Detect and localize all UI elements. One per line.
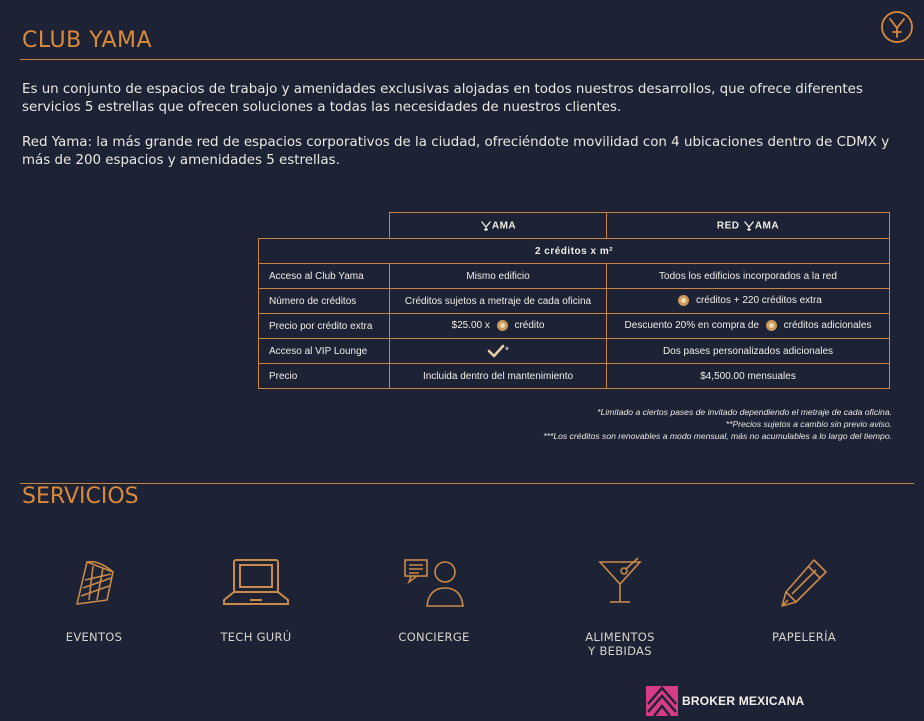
broker-logo-icon — [646, 686, 678, 716]
service-label: TECH GURÚ — [220, 630, 292, 644]
broker-mexicana-logo — [646, 685, 804, 717]
row-value-red: Dos pases personalizados adicionales — [607, 339, 890, 364]
intro-paragraph-2: Red Yama: la más grande red de espacios corporativos de la ciudad, ofreciéndote movilidad con 4 ubicaciones dentro de CDMX y más de 200 espacios y amenidades 5 estrellas. — [22, 135, 890, 168]
footnote: ***Los créditos son renovables a modo mensual, más no acumulables a lo largo del tiempo. — [543, 431, 892, 441]
service-label-line1: ALIMENTOS — [585, 630, 655, 644]
service-label: PAPELERÍA — [772, 630, 836, 644]
column-header-red-prefix: RED — [716, 220, 740, 232]
footnote: *Limitado a ciertos pases de invitado dependiendo el metraje de cada oficina. — [597, 407, 892, 417]
service-label: CONCIERGE — [398, 630, 470, 644]
table-row — [259, 264, 890, 289]
footnotes — [543, 406, 892, 442]
comparison-table — [258, 212, 890, 389]
header-divider — [20, 59, 924, 60]
service-label: EVENTOS — [65, 630, 123, 644]
table-row — [259, 314, 890, 339]
services-title: SERVICIOS — [22, 484, 139, 509]
sandwich-icon — [69, 556, 119, 608]
row-value-yama — [390, 314, 607, 339]
service-label — [550, 630, 690, 658]
row-value-yama: Créditos sujetos a metraje de cada oficina — [390, 289, 607, 314]
table-row — [259, 364, 890, 389]
cocktail-icon — [594, 556, 646, 608]
credit-coin-icon — [678, 295, 689, 306]
row-value-yama — [390, 339, 607, 364]
row-value-yama: Mismo edificio — [390, 264, 607, 289]
table-subheader: 2 créditos x m² — [259, 239, 890, 264]
table-row — [259, 339, 890, 364]
footnote: **Precios sujetos a cambio sin previo aviso. — [725, 419, 892, 429]
row-value-red: $4,500.00 mensuales — [607, 364, 890, 389]
intro-paragraph-1: Es un conjunto de espacios de trabajo y amenidades exclusivas alojadas en todos nuestros desarrollos, que ofrece diferentes servicios 5 estrellas que ofrecen soluciones a todas las necesidades de nuestros clientes. — [22, 82, 863, 115]
services-divider — [20, 483, 914, 484]
row-value-red-text: créditos + 220 créditos extra — [695, 295, 822, 307]
table-row — [259, 289, 890, 314]
row-value-yama-prefix: $25.00 x — [451, 320, 490, 332]
broker-name: BROKER MEXICANA — [682, 694, 805, 708]
check-icon — [487, 344, 505, 358]
row-label: Acceso al Club Yama — [259, 264, 390, 289]
row-value-yama-suffix: crédito — [514, 320, 545, 332]
column-header-red-yama — [607, 213, 890, 239]
service-tech-guru — [186, 556, 326, 644]
row-value-red — [607, 289, 890, 314]
row-value-red — [607, 314, 890, 339]
concierge-person-icon — [401, 556, 467, 608]
row-label: Precio — [259, 364, 390, 389]
column-header-yama-text: AMA — [491, 220, 517, 232]
service-papeleria — [734, 556, 874, 644]
laptop-icon — [220, 556, 292, 608]
service-alimentos-bebidas — [550, 556, 690, 658]
row-label: Acceso al VIP Lounge — [259, 339, 390, 364]
credit-coin-icon — [766, 320, 777, 331]
row-value-yama-mark: * — [505, 345, 509, 357]
row-value-yama: Incluida dentro del mantenimiento — [390, 364, 607, 389]
yama-y-icon — [480, 220, 492, 232]
yama-y-icon — [743, 220, 755, 232]
row-label: Número de créditos — [259, 289, 390, 314]
table-corner — [259, 213, 390, 239]
service-label-line2: Y BEBIDAS — [588, 644, 652, 658]
row-value-red-prefix: Descuento 20% en compra de — [624, 320, 760, 332]
row-value-red-suffix: créditos adicionales — [783, 320, 872, 332]
yama-logo-icon — [880, 10, 914, 44]
service-concierge — [364, 556, 504, 644]
credit-coin-icon — [497, 320, 508, 331]
column-header-yama — [390, 213, 607, 239]
pencil-icon — [778, 556, 830, 608]
service-eventos — [24, 556, 164, 644]
page-title: CLUB YAMA — [22, 28, 153, 53]
row-value-red: Todos los edificios incorporados a la red — [607, 264, 890, 289]
column-header-red-suffix: AMA — [754, 220, 780, 232]
row-label: Precio por crédito extra — [259, 314, 390, 339]
